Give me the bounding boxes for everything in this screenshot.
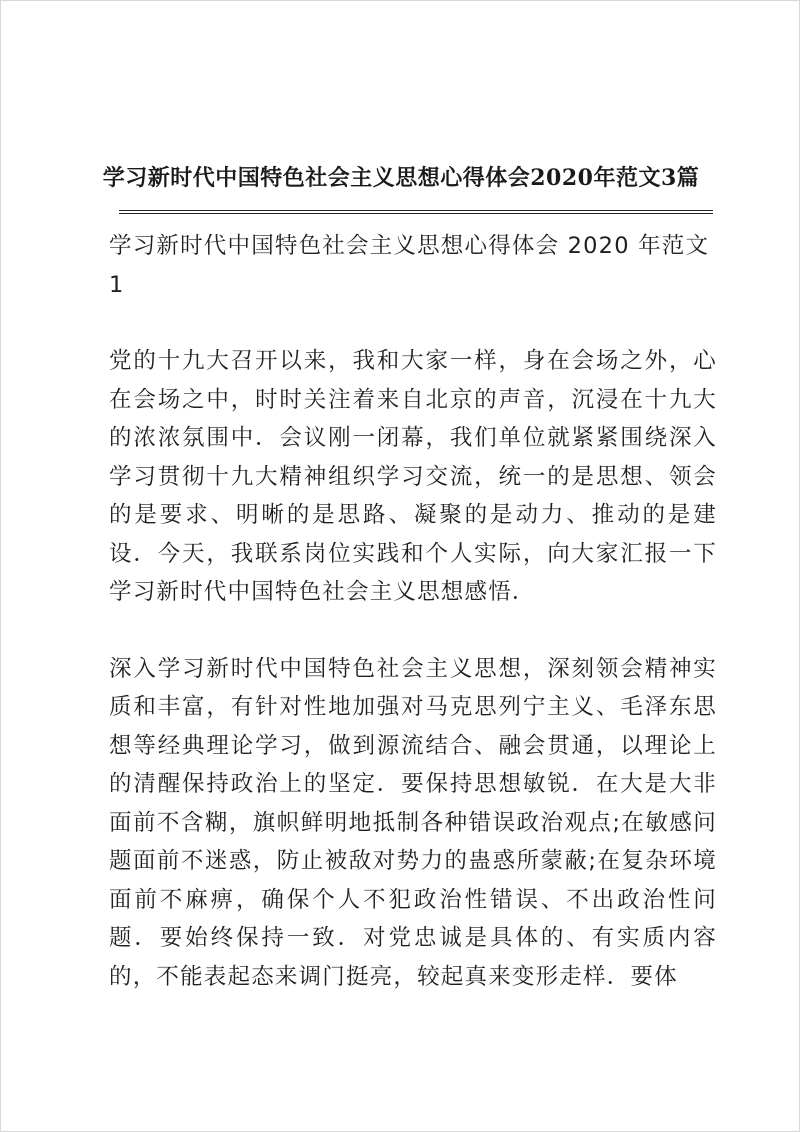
document-body bbox=[109, 227, 717, 996]
rule-line-top bbox=[119, 210, 713, 211]
spacer bbox=[109, 612, 717, 650]
section-heading: 学习新时代中国特色社会主义思想心得体会 2020 年范文 1 bbox=[109, 233, 710, 298]
body-paragraph-1: 党的十九大召开以来，我和大家一样，身在会场之外，心在会场之中，时时关注着来自北京的声音，沉浸在十九大的浓浓氛围中．会议刚一闭幕，我们单位就紧紧围绕深入学习贯彻十九大精神组织学习交流，统一的是思想、领会的是要求、明晰的是思路、凝聚的是动力、推动的是建设．今天，我联系岗位实践和个人实际，向大家汇报一下学习新时代中国特色社会主义思想感悟． bbox=[109, 348, 717, 605]
body-paragraph-2: 深入学习新时代中国特色社会主义思想，深刻领会精神实质和丰富，有针对性地加强对马克思列宁主义、毛泽东思想等经典理论学习，做到源流结合、融会贯通，以理论上的清醒保持政治上的坚定．要保持思想敏锐．在大是大非面前不含糊，旗帜鲜明地抵制各种错误政治观点;在敏感问题面前不迷惑，防止被敌对势力的蛊惑所蒙蔽;在复杂环境面前不麻痹，确保个人不犯政治性错误、不出政治性问题．要始终保持一致．对党忠诚是具体的、有实质内容的，不能表起态来调门挺亮，较起真来变形走样．要体 bbox=[109, 655, 717, 990]
title-double-rule bbox=[119, 210, 713, 215]
spacer bbox=[109, 304, 717, 342]
rule-line-bottom bbox=[119, 213, 713, 214]
document-title: 学习新时代中国特色社会主义思想心得体会2020年范文3篇 bbox=[102, 165, 700, 191]
